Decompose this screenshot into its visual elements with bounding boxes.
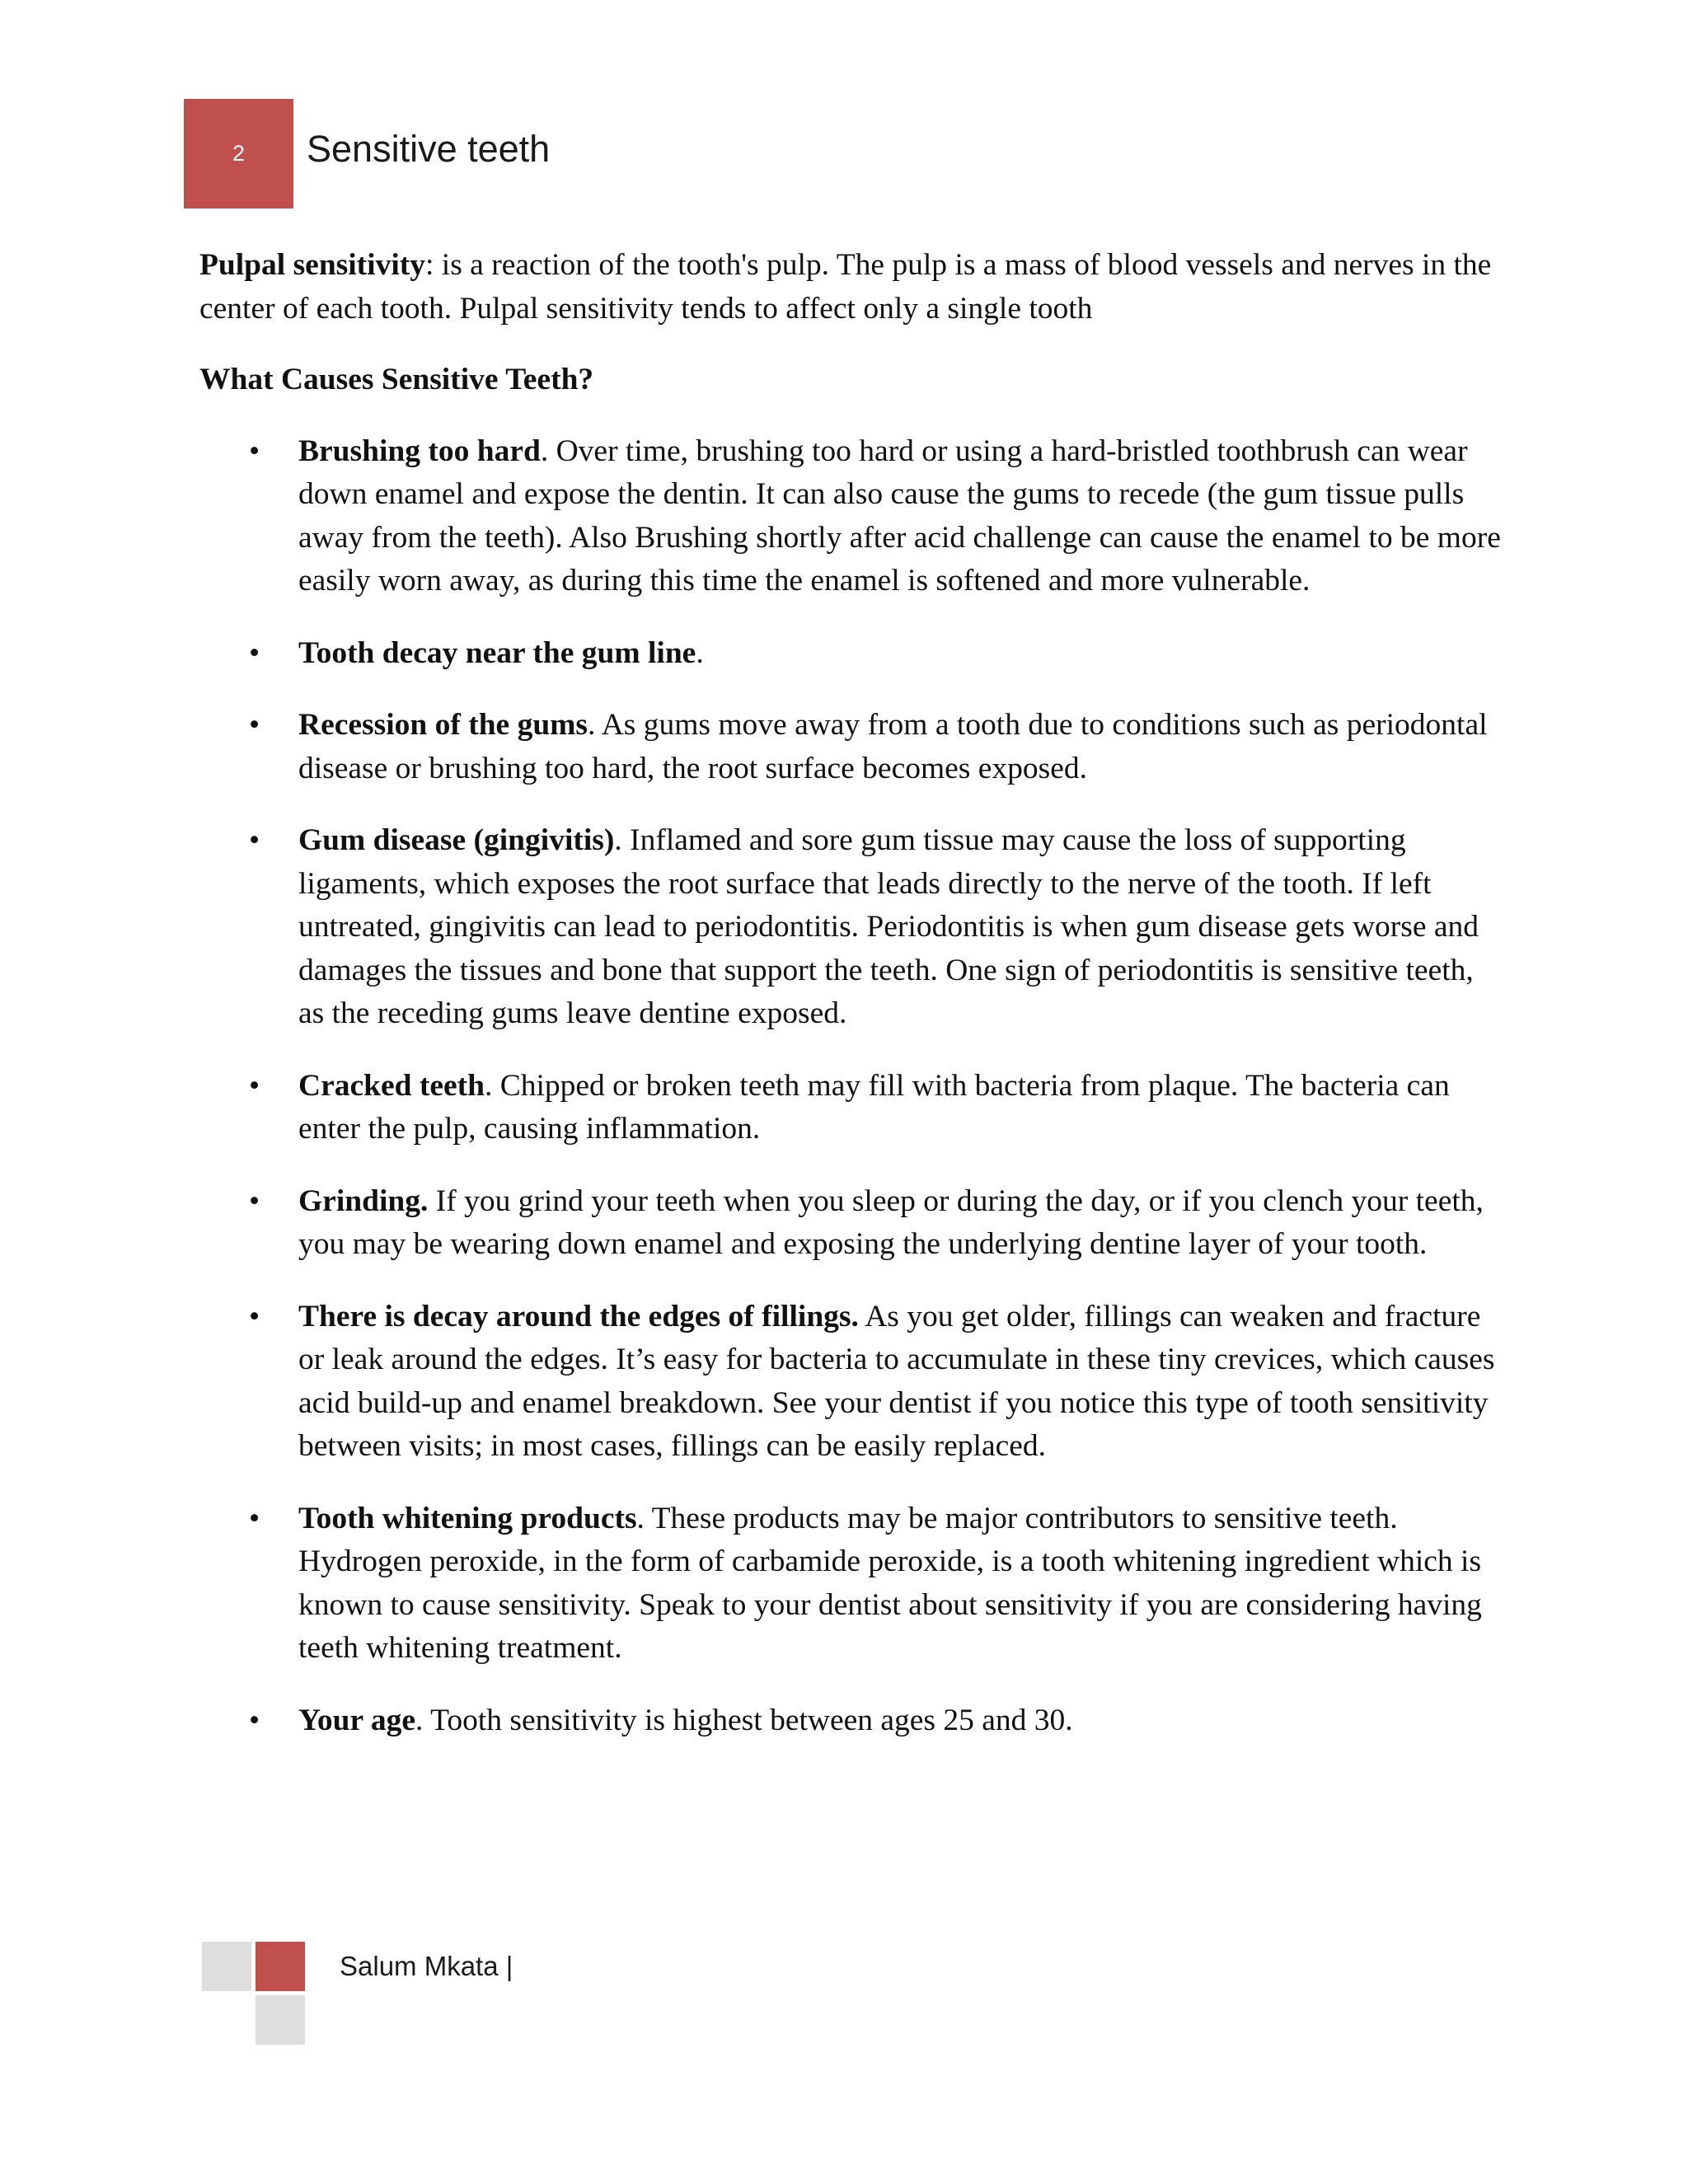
- footer-decor-square-gray: [256, 1995, 305, 2045]
- cause-text: As you get older, fillings can weaken and fracture or leak around the edges. It’s easy for bacteria to accumulate in these tiny crevices, which causes acid build-up and enamel breakdown. See your dentist if you notice this type of tooth sensitivity between visits; in most cases, fillings can be easily replaced.: [298, 1299, 1495, 1463]
- bullet-icon: •: [249, 1068, 260, 1103]
- cause-text: . Chipped or broken teeth may fill with bacteria from plaque. The bacteria can enter the pulp, causing inflammation.: [298, 1068, 1450, 1146]
- intro-text: : is a reaction of the tooth's pulp. The pulp is a mass of blood vessels and nerves in the center of each tooth. Pulpal sensitivity tends to affect only a single tooth: [199, 248, 1492, 326]
- document-body: [199, 244, 1502, 1771]
- cause-text: . Tooth sensitivity is highest between ages 25 and 30.: [415, 1703, 1073, 1737]
- cause-term: Brushing too hard: [298, 434, 541, 468]
- causes-list: [199, 430, 1502, 1743]
- bullet-icon: •: [249, 1703, 260, 1737]
- cause-text: . These products may be major contributors to sensitive teeth. Hydrogen peroxide, in the form of carbamide peroxide, is a tooth whitening ingredient which is known to cause sensitivity. Speak to your dentist about sensitivity if you are considering having teeth whitening treatment.: [298, 1501, 1482, 1665]
- cause-text: . Over time, brushing too hard or using a hard-bristled toothbrush can wear down enamel and expose the dentin. It can also cause the gums to recede (the gum tissue pulls away from the teeth). Also Brushing shortly after acid challenge can cause the enamel to be more easily worn away, as during this time the enamel is softened and more vulnerable.: [298, 434, 1501, 598]
- cause-term: Recession of the gums: [298, 708, 588, 742]
- cause-text: .: [696, 635, 704, 670]
- cause-term: There is decay around the edges of fillings.: [298, 1299, 859, 1333]
- cause-term: Tooth decay near the gum line: [298, 635, 696, 670]
- bullet-icon: •: [249, 823, 260, 857]
- cause-term: Tooth whitening products: [298, 1501, 637, 1535]
- cause-term: Cracked teeth: [298, 1068, 485, 1103]
- page-number: 2: [232, 141, 246, 166]
- bullet-icon: •: [249, 635, 260, 670]
- list-item: [199, 819, 1502, 1036]
- list-item: [199, 632, 1502, 676]
- list-item: [199, 1497, 1502, 1671]
- list-item: [199, 1180, 1502, 1267]
- bullet-icon: •: [249, 708, 260, 742]
- intro-paragraph: [199, 244, 1502, 330]
- list-item: [199, 1065, 1502, 1151]
- cause-text: If you grind your teeth when you sleep or during the day, or if you clench your teeth, you may be wearing down enamel and exposing the underlying dentine layer of your tooth.: [298, 1183, 1484, 1261]
- page-header-title: Sensitive teeth: [307, 128, 551, 170]
- cause-text: . As gums move away from a tooth due to conditions such as periodontal disease or brushing too hard, the root surface becomes exposed.: [298, 708, 1488, 785]
- list-item: [199, 1699, 1502, 1743]
- intro-term: Pulpal sensitivity: [199, 248, 425, 282]
- cause-term: Your age: [298, 1703, 416, 1737]
- section-heading: What Causes Sensitive Teeth?: [199, 363, 594, 396]
- list-item: [199, 1296, 1502, 1469]
- bullet-icon: •: [249, 434, 260, 468]
- bullet-icon: •: [249, 1183, 260, 1218]
- list-item: [199, 430, 1502, 603]
- footer-decor-square-gray: [202, 1942, 251, 1991]
- footer-author: Salum Mkata |: [340, 1951, 513, 1981]
- cause-term: Gum disease (gingivitis): [298, 823, 615, 857]
- cause-term: Grinding.: [298, 1183, 429, 1218]
- bullet-icon: •: [249, 1299, 260, 1333]
- bullet-icon: •: [249, 1501, 260, 1535]
- cause-text: . Inflamed and sore gum tissue may cause the loss of supporting ligaments, which exposes the root surface that leads directly to the nerve of the tooth. If left untreated, gingivitis can lead to periodontitis. Periodontitis is when gum disease gets worse and damages the tissues and bone that support the teeth. One sign of periodontitis is sensitive teeth, as the receding gums leave dentine exposed.: [298, 823, 1479, 1030]
- list-item: [199, 704, 1502, 790]
- footer-decor-square-red: [256, 1942, 305, 1991]
- page-number-badge: [184, 99, 293, 209]
